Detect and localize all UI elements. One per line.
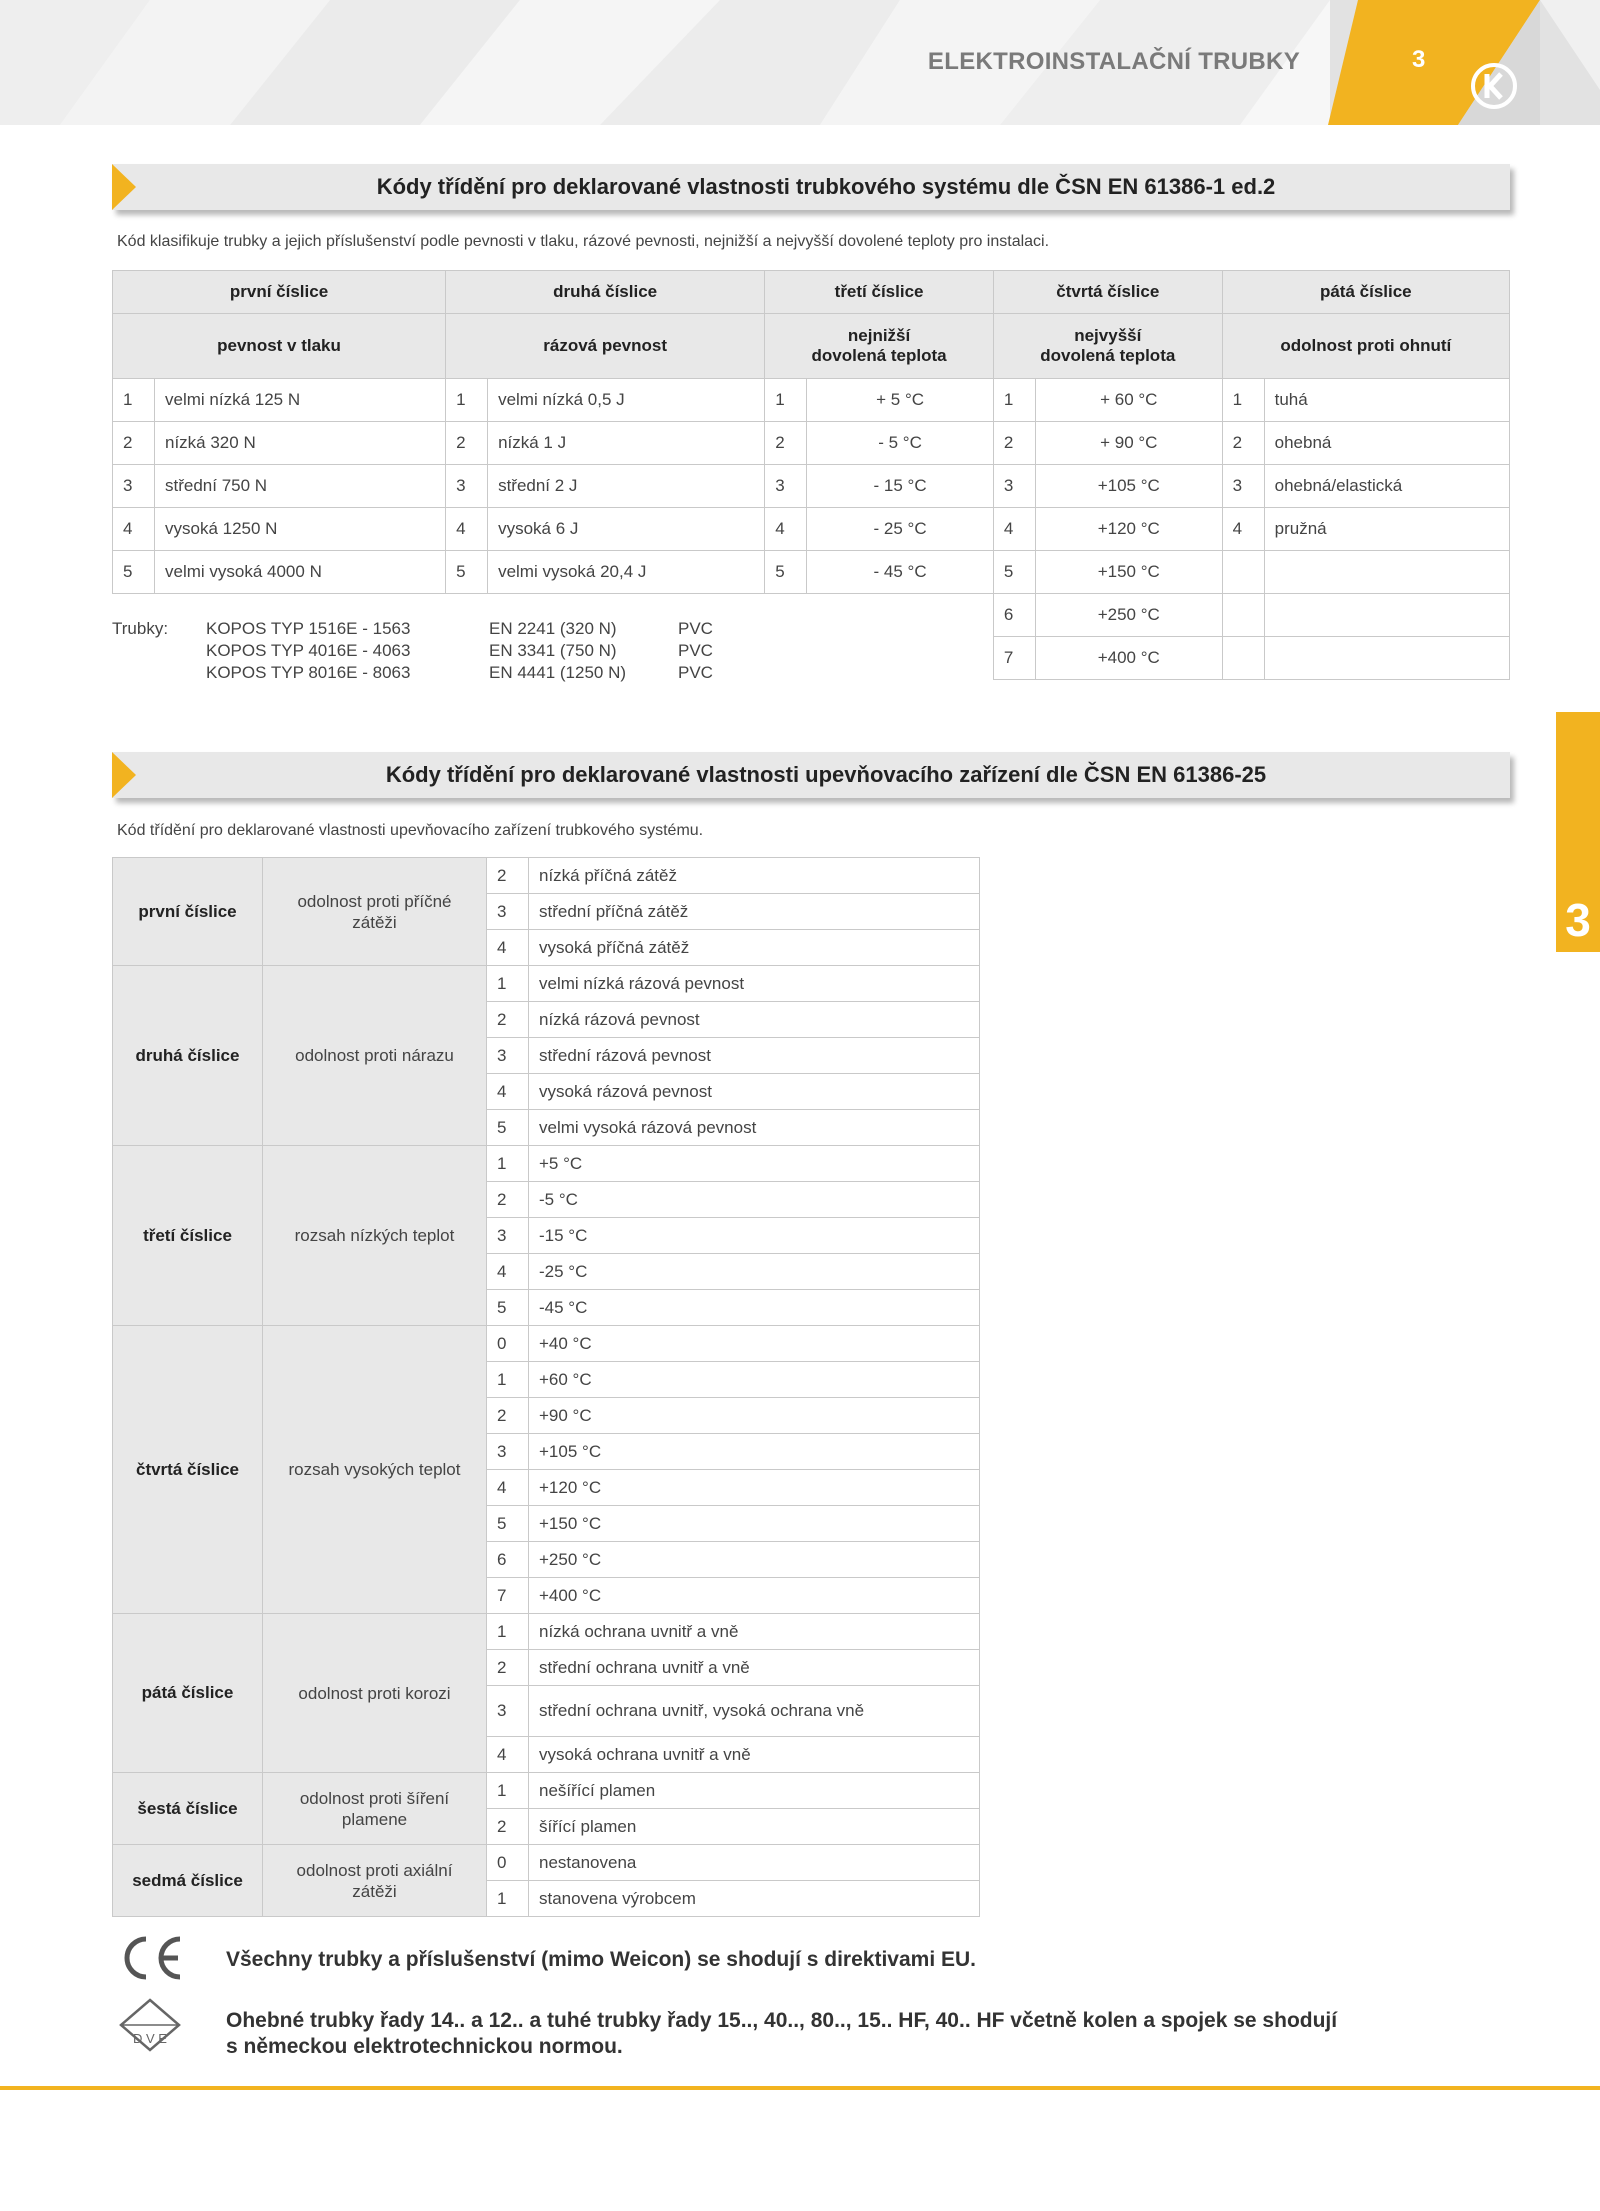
trubky-type: KOPOS TYP 1516E - 1563 <box>206 619 411 638</box>
cell: 3 <box>446 465 488 508</box>
cell <box>1264 637 1509 680</box>
cell: +150 °C <box>529 1506 980 1542</box>
cell: -45 °C <box>529 1290 980 1326</box>
cell: 1 <box>487 1614 529 1650</box>
cell <box>1264 594 1509 637</box>
table-row <box>113 1146 980 1182</box>
cell: 5 <box>765 551 807 594</box>
table-row <box>113 422 1510 465</box>
cell: +105 °C <box>529 1434 980 1470</box>
table-header-row <box>113 271 1510 314</box>
vde-mark-icon <box>118 1997 182 2053</box>
cell: 2 <box>993 422 1035 465</box>
group-name: třetí číslice <box>113 1146 263 1326</box>
cell: +90 °C <box>529 1398 980 1434</box>
cell: 2 <box>113 422 155 465</box>
footer-accent-line <box>0 2086 1600 2090</box>
subheader <box>993 314 1222 379</box>
trubky-type: KOPOS TYP 4016E - 4063 <box>206 641 411 660</box>
cell: nízká ochrana uvnitř a vně <box>529 1614 980 1650</box>
subheader-line: dovolená teplota <box>811 346 947 365</box>
group-desc: odolnost proti příčné zátěži <box>263 858 487 966</box>
group-desc: odolnost proti axiální zátěži <box>263 1845 487 1917</box>
trubky-type: KOPOS TYP 8016E - 8063 <box>206 663 411 682</box>
cell: 2 <box>487 1002 529 1038</box>
cell: ohebná <box>1264 422 1509 465</box>
cell: 3 <box>113 465 155 508</box>
cell: +40 °C <box>529 1326 980 1362</box>
trubky-material: PVC <box>678 663 713 682</box>
cell: střední příčná zátěž <box>529 894 980 930</box>
col-header: první číslice <box>113 271 446 314</box>
trubky-norm: EN 4441 (1250 N) <box>489 663 627 682</box>
cell: velmi nízká rázová pevnost <box>529 966 980 1002</box>
cell: 4 <box>487 1470 529 1506</box>
cell: 4 <box>113 508 155 551</box>
cell: 3 <box>1222 465 1264 508</box>
col-header: druhá číslice <box>446 271 765 314</box>
cell: velmi vysoká 20,4 J <box>488 551 765 594</box>
vde-note <box>226 2008 1337 2060</box>
cell: +60 °C <box>529 1362 980 1398</box>
cell: vysoká 6 J <box>488 508 765 551</box>
trubky-label: Trubky: <box>112 619 169 638</box>
cell: nízká 1 J <box>488 422 765 465</box>
cell <box>1264 551 1509 594</box>
cell: 4 <box>1222 508 1264 551</box>
vde-note-line: Ohebné trubky řady 14.. a 12.. a tuhé trubky řady 15.., 40.., 80.., 15.. HF, 40.. HF včetně kolen a spojek se shodují <box>226 2009 1338 2032</box>
table-row <box>113 1773 980 1809</box>
table-row <box>113 1614 980 1650</box>
cell: 0 <box>487 1845 529 1881</box>
cell: vysoká 1250 N <box>155 508 446 551</box>
subheader: pevnost v tlaku <box>113 314 446 379</box>
cell: tuhá <box>1264 379 1509 422</box>
cell: 1 <box>993 379 1035 422</box>
cell: nestanovena <box>529 1845 980 1881</box>
cell: ohebná/elastická <box>1264 465 1509 508</box>
cell: střední ochrana uvnitř a vně <box>529 1650 980 1686</box>
subheader: odolnost proti ohnutí <box>1222 314 1509 379</box>
subheader-line: nejvyšší <box>1074 326 1142 345</box>
cell: 6 <box>993 594 1035 637</box>
cell: velmi vysoká rázová pevnost <box>529 1110 980 1146</box>
cell: 2 <box>487 1650 529 1686</box>
cell: 5 <box>446 551 488 594</box>
cell: vysoká rázová pevnost <box>529 1074 980 1110</box>
cell: 4 <box>446 508 488 551</box>
cell <box>1222 594 1264 637</box>
cell: 2 <box>765 422 807 465</box>
cell: 3 <box>487 1434 529 1470</box>
cell: 5 <box>113 551 155 594</box>
cell: 1 <box>113 379 155 422</box>
cell <box>1222 637 1264 680</box>
cell: 6 <box>487 1542 529 1578</box>
cell: 5 <box>993 551 1035 594</box>
cell: 1 <box>1222 379 1264 422</box>
group-desc: rozsah nízkých teplot <box>263 1146 487 1326</box>
cell: střední 2 J <box>488 465 765 508</box>
group-name: druhá číslice <box>113 966 263 1146</box>
cell: +5 °C <box>529 1146 980 1182</box>
cell: 3 <box>487 1038 529 1074</box>
col-header: třetí číslice <box>765 271 994 314</box>
cell: 2 <box>487 1398 529 1434</box>
cell: šířící plamen <box>529 1809 980 1845</box>
arrow-marker-icon <box>112 164 136 210</box>
cell: +120 °C <box>529 1470 980 1506</box>
cell: stanovena výrobcem <box>529 1881 980 1917</box>
cell: 3 <box>487 1218 529 1254</box>
cell: - 15 °C <box>807 465 994 508</box>
cell: 3 <box>993 465 1035 508</box>
cell: 3 <box>487 894 529 930</box>
cell: +250 °C <box>1035 594 1222 637</box>
arrow-marker-icon <box>112 752 136 798</box>
cell: - 5 °C <box>807 422 994 465</box>
cell: + 90 °C <box>1035 422 1222 465</box>
cell: 5 <box>487 1506 529 1542</box>
cell: 1 <box>487 1362 529 1398</box>
trubky-material: PVC <box>678 641 713 660</box>
section2-title: Kódy třídění pro deklarované vlastnosti upevňovacího zařízení dle ČSN EN 61386-25 <box>385 762 1267 787</box>
table-row <box>113 379 1510 422</box>
cell: 3 <box>765 465 807 508</box>
ce-mark-icon <box>118 1933 186 1983</box>
cell: 1 <box>487 966 529 1002</box>
header-title: ELEKTROINSTALAČNÍ TRUBKY <box>927 48 1300 75</box>
cell: 0 <box>487 1326 529 1362</box>
cell: 2 <box>487 1809 529 1845</box>
cell: nízká příčná zátěž <box>529 858 980 894</box>
cell: 2 <box>487 858 529 894</box>
cell: +150 °C <box>1035 551 1222 594</box>
group-desc: rozsah vysokých teplot <box>263 1326 487 1614</box>
table-row <box>113 551 1510 594</box>
cell: vysoká příčná zátěž <box>529 930 980 966</box>
cell: 1 <box>446 379 488 422</box>
cell: 7 <box>993 637 1035 680</box>
cell: 7 <box>487 1578 529 1614</box>
cell: velmi nízká 0,5 J <box>488 379 765 422</box>
group-name: sedmá číslice <box>113 1845 263 1917</box>
group-desc: odolnost proti nárazu <box>263 966 487 1146</box>
section1-title: Kódy třídění pro deklarované vlastnosti trubkového systému dle ČSN EN 61386-1 ed.2 <box>376 174 1276 199</box>
k-circle-logo-icon <box>1470 62 1518 110</box>
cell: +120 °C <box>1035 508 1222 551</box>
cell: -15 °C <box>529 1218 980 1254</box>
cell: pružná <box>1264 508 1509 551</box>
table-row <box>113 508 1510 551</box>
cell: 2 <box>487 1182 529 1218</box>
cell: 2 <box>446 422 488 465</box>
cell: nízká 320 N <box>155 422 446 465</box>
cell: - 25 °C <box>807 508 994 551</box>
vde-note-line: s německou elektrotechnickou normou. <box>226 2035 623 2058</box>
cell: 4 <box>487 1254 529 1290</box>
cell: 2 <box>1222 422 1264 465</box>
cell: 1 <box>487 1881 529 1917</box>
cell: 4 <box>487 1074 529 1110</box>
subheader-line: dovolená teplota <box>1040 346 1176 365</box>
table-row <box>113 465 1510 508</box>
cell: velmi nízká 125 N <box>155 379 446 422</box>
cell: + 60 °C <box>1035 379 1222 422</box>
cell: 4 <box>487 1737 529 1773</box>
cell: 1 <box>487 1146 529 1182</box>
cell: velmi vysoká 4000 N <box>155 551 446 594</box>
cell: nešířící plamen <box>529 1773 980 1809</box>
col-header: pátá číslice <box>1222 271 1509 314</box>
cell: + 5 °C <box>807 379 994 422</box>
table-row <box>113 1845 980 1881</box>
cell: 1 <box>765 379 807 422</box>
cell: střední rázová pevnost <box>529 1038 980 1074</box>
svg-text:D V E: D V E <box>133 2031 167 2046</box>
group-name: šestá číslice <box>113 1773 263 1845</box>
cell: -25 °C <box>529 1254 980 1290</box>
cell: 4 <box>993 508 1035 551</box>
subheader: rázová pevnost <box>446 314 765 379</box>
cell: vysoká ochrana uvnitř a vně <box>529 1737 980 1773</box>
cell: střední 750 N <box>155 465 446 508</box>
side-chapter-number: 3 <box>1565 894 1591 946</box>
section2-title-bar <box>112 752 1510 798</box>
cell: 3 <box>487 1686 529 1737</box>
header-page-number: 3 <box>1412 46 1426 73</box>
table-subheader-row <box>113 314 1510 379</box>
section1-title-bar <box>112 164 1510 210</box>
col-header: čtvrtá číslice <box>993 271 1222 314</box>
subheader <box>765 314 994 379</box>
group-name: čtvrtá číslice <box>113 1326 263 1614</box>
trubky-material: PVC <box>678 619 713 638</box>
cell: 4 <box>765 508 807 551</box>
table-row <box>113 1326 980 1362</box>
cell <box>1222 551 1264 594</box>
section1-intro: Kód klasifikuje trubky a jejich příslušenství podle pevnosti v tlaku, rázové pevnosti, nejnižší a nejvyšší dovolené teploty pro instalaci. <box>117 233 1050 250</box>
cell: 4 <box>487 930 529 966</box>
cell: +400 °C <box>529 1578 980 1614</box>
trubky-norm: EN 3341 (750 N) <box>489 641 617 660</box>
cell: - 45 °C <box>807 551 994 594</box>
group-desc: odolnost proti korozi <box>263 1614 487 1773</box>
cell: +400 °C <box>1035 637 1222 680</box>
cell: střední ochrana uvnitř, vysoká ochrana vně <box>529 1686 980 1737</box>
table-row <box>113 966 980 1002</box>
trubky-norm: EN 2241 (320 N) <box>489 619 617 638</box>
cell: +105 °C <box>1035 465 1222 508</box>
cell: 5 <box>487 1110 529 1146</box>
cell: +250 °C <box>529 1542 980 1578</box>
cell: -5 °C <box>529 1182 980 1218</box>
cell: 1 <box>487 1773 529 1809</box>
group-name: pátá číslice <box>113 1614 263 1773</box>
table-row <box>113 858 980 894</box>
section2-intro: Kód třídění pro deklarované vlastnosti upevňovacího zařízení trubkového systému. <box>117 822 704 839</box>
subheader-line: nejnižší <box>847 326 911 345</box>
cell: 5 <box>487 1290 529 1326</box>
ce-note: Všechny trubky a příslušenství (mimo Weicon) se shodují s direktivami EU. <box>226 1948 977 1971</box>
cell: nízká rázová pevnost <box>529 1002 980 1038</box>
group-name: první číslice <box>113 858 263 966</box>
group-desc: odolnost proti šíření plamene <box>263 1773 487 1845</box>
upevnovaci-classification-table <box>112 857 980 1917</box>
